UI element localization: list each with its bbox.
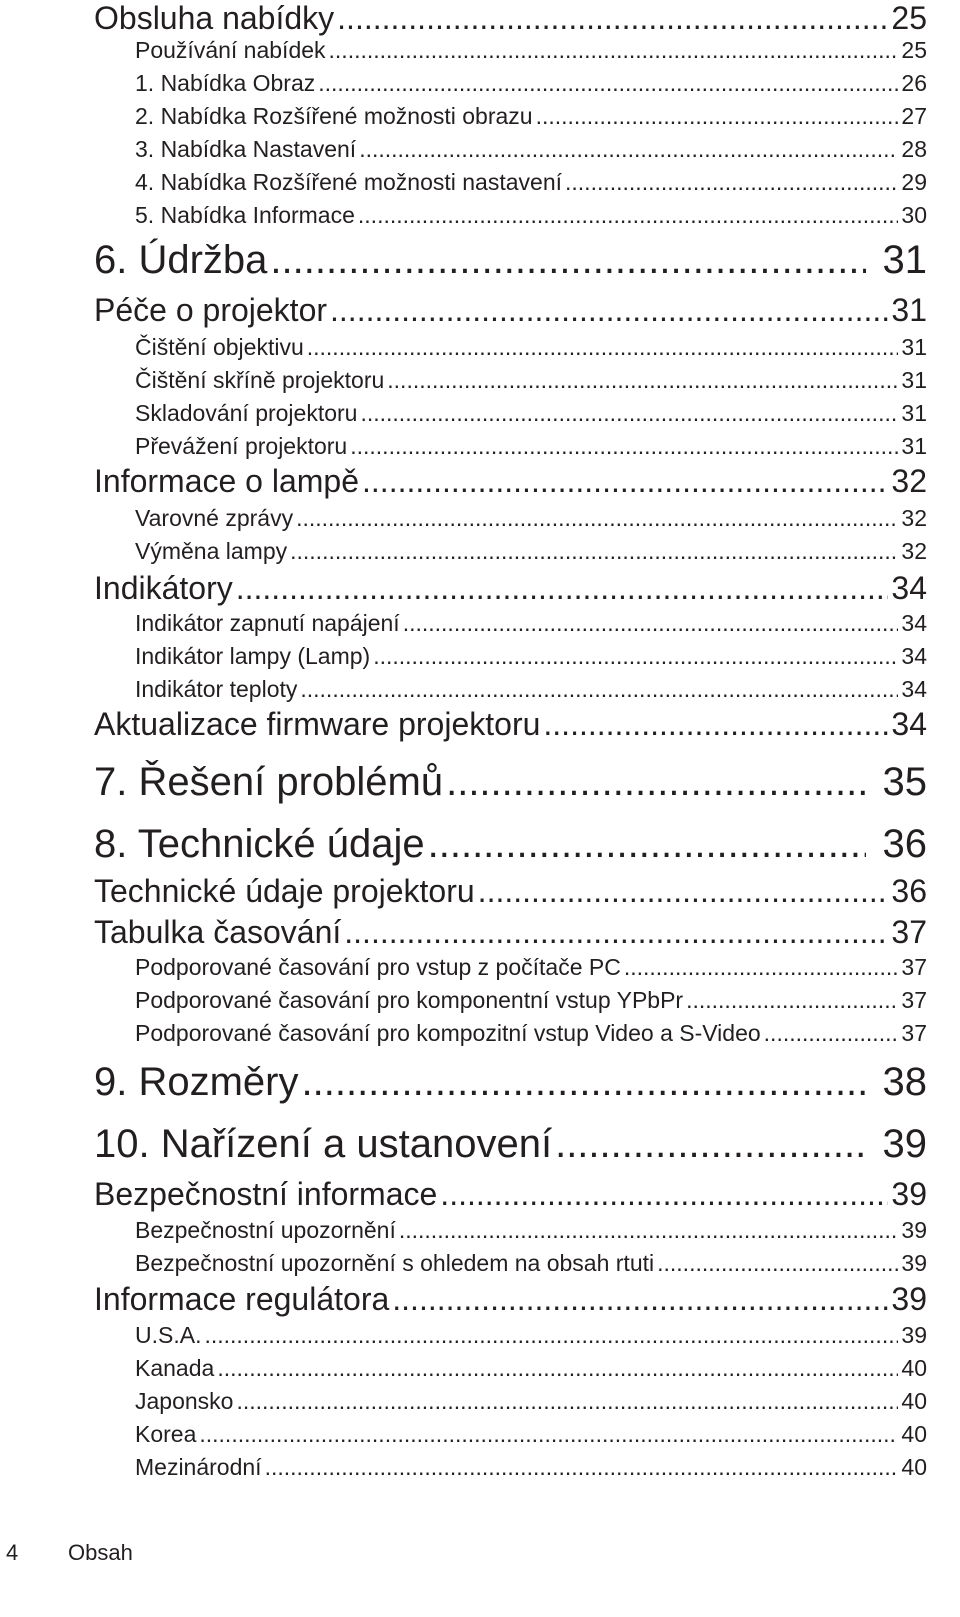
toc-dot-leader [536,103,899,130]
toc-dot-leader [290,538,898,565]
toc-entry-page: 35 [882,760,927,804]
toc-entry-section[interactable] [94,873,927,910]
toc-entry-section[interactable] [94,570,927,607]
toc-entry-label: Tabulka časování [94,914,342,950]
toc-entry-label: 3. Nabídka Nastavení [135,136,357,162]
toc-entry-chapter[interactable] [94,760,927,805]
toc-entry-page: 29 [901,169,927,195]
toc-dot-leader [565,169,898,196]
toc-dot-leader [300,676,898,703]
toc-entry-label: 2. Nabídka Rozšířené možnosti obrazu [135,103,533,129]
toc-entry-sub[interactable] [135,136,927,163]
toc-entry-label: U.S.A. [135,1322,202,1348]
toc-dot-leader [307,334,899,361]
toc-entry-sub[interactable] [135,1217,927,1244]
toc-entry-label: 9. Rozměry [94,1060,299,1104]
toc-dot-leader [270,238,865,283]
toc-entry-label: 5. Nabídka Informace [135,202,355,228]
toc-dot-leader [446,760,865,805]
toc-dot-leader [236,1388,898,1415]
toc-entry-sub[interactable] [135,103,927,130]
toc-dot-leader [392,1281,888,1318]
toc-entry-label: Čištění objektivu [135,334,304,360]
toc-dot-leader [428,822,866,867]
toc-entry-label: Aktualizace firmware projektoru [94,706,541,742]
toc-entry-label: Indikátor lampy (Lamp) [135,643,371,669]
toc-entry-page: 36 [891,873,927,909]
toc-entry-sub[interactable] [135,1421,927,1448]
toc-dot-leader [764,1020,899,1047]
toc-entry-label: Indikátor zapnutí napájení [135,610,400,636]
toc-entry-sub[interactable] [135,169,927,196]
toc-dot-leader [686,987,898,1014]
toc-entry-sub[interactable] [135,987,927,1014]
toc-dot-leader [236,570,889,607]
toc-dot-leader [358,202,899,229]
toc-dot-leader [330,292,888,329]
toc-entry-label: Skladování projektoru [135,400,358,426]
toc-entry-page: 26 [901,70,927,96]
toc-entry-page: 34 [891,570,927,606]
toc-dot-leader [344,914,888,951]
toc-entry-label: Japonsko [135,1388,234,1414]
toc-entry-sub[interactable] [135,367,927,394]
toc-entry-page: 31 [901,400,927,426]
toc-entry-page: 30 [901,202,927,228]
toc-dot-leader [555,1122,865,1167]
toc-entry-label: 6. Údržba [94,238,268,282]
footer-page-number: 4 [6,1540,19,1565]
toc-dot-leader [399,1217,899,1244]
toc-dot-leader [337,0,888,37]
toc-entry-page: 36 [882,822,927,866]
toc-entry-label: 1. Nabídka Obraz [135,70,316,96]
toc-entry-section[interactable] [94,1176,927,1213]
toc-entry-page: 31 [901,433,927,459]
toc-dot-leader [359,136,898,163]
toc-entry-page: 40 [901,1421,927,1447]
toc-entry-page: 32 [901,538,927,564]
toc-dot-leader [657,1250,898,1277]
toc-entry-page: 37 [901,987,927,1013]
toc-entry-label: Výměna lampy [135,538,288,564]
toc-entry-page: 40 [901,1454,927,1480]
toc-entry-page: 31 [901,367,927,393]
toc-entry-page: 39 [901,1217,927,1243]
toc-entry-chapter[interactable] [94,1060,927,1105]
toc-entry-label: Podporované časování pro kompozitní vstup Video a S-Video [135,1020,761,1046]
toc-dot-leader [440,1176,888,1213]
toc-entry-section[interactable] [94,292,927,329]
toc-entry-page: 38 [882,1060,927,1104]
toc-entry-page: 27 [901,103,927,129]
toc-dot-leader [403,610,899,637]
toc-entry-page: 39 [901,1322,927,1348]
toc-entry-page: 28 [901,136,927,162]
toc-entry-sub[interactable] [135,1388,927,1415]
toc-entry-section[interactable] [94,0,927,37]
toc-entry-sub[interactable] [135,643,927,670]
toc-entry-page: 39 [891,1281,927,1317]
toc-dot-leader [318,70,898,97]
toc-entry-label: Péče o projektor [94,292,328,328]
toc-entry-sub[interactable] [135,70,927,97]
toc-dot-leader [350,433,898,460]
footer-title: Obsah [68,1540,133,1565]
toc-dot-leader [199,1421,898,1448]
toc-entry-sub[interactable] [135,433,927,460]
toc-entry-label: Používání nabídek [135,37,326,63]
toc-entry-page: 34 [901,676,927,702]
toc-entry-section[interactable] [94,1281,927,1318]
toc-entry-page: 34 [891,706,927,742]
toc-dot-leader [362,463,888,500]
toc-entry-sub[interactable] [135,954,927,981]
toc-dot-leader [543,706,888,743]
toc-dot-leader [624,954,899,981]
toc-entry-label: 8. Technické údaje [94,822,425,866]
toc-entry-label: Indikátor teploty [135,676,298,702]
toc-dot-leader [373,643,898,670]
toc-entry-section[interactable] [94,914,927,951]
toc-entry-page: 40 [901,1388,927,1414]
toc-entry-label: Převážení projektoru [135,433,348,459]
toc-entry-label: Technické údaje projektoru [94,873,475,909]
toc-dot-leader [302,1060,866,1105]
toc-entry-page: 34 [901,643,927,669]
toc-entry-page: 32 [901,505,927,531]
toc-entry-page: 37 [891,914,927,950]
toc-entry-sub[interactable] [135,37,927,64]
toc-entry-page: 37 [901,1020,927,1046]
toc-entry-sub[interactable] [135,1322,927,1349]
toc-entry-sub[interactable] [135,1355,927,1382]
toc-entry-label: Bezpečnostní informace [94,1176,438,1212]
toc-entry-sub[interactable] [135,1020,927,1047]
toc-entry-label: 10. Nařízení a ustanovení [94,1122,553,1166]
toc-entry-sub[interactable] [135,676,927,703]
toc-dot-leader [360,400,898,427]
toc-entry-label: Podporované časování pro komponentní vstup YPbPr [135,987,684,1013]
toc-dot-leader [329,37,899,64]
toc-entry-label: Obsluha nabídky [94,0,335,36]
toc-entry-section[interactable] [94,463,927,500]
toc-entry-page: 37 [901,954,927,980]
toc-entry-sub[interactable] [135,1250,927,1277]
toc-entry-page: 34 [901,610,927,636]
toc-dot-leader [296,505,898,532]
toc-entry-label: Informace regulátora [94,1281,390,1317]
toc-dot-leader [387,367,898,394]
toc-entry-page: 39 [901,1250,927,1276]
toc-entry-sub[interactable] [135,505,927,532]
toc-entry-label: 4. Nabídka Rozšířené možnosti nastavení [135,169,563,195]
toc-entry-page: 31 [882,238,927,282]
toc-dot-leader [204,1322,898,1349]
toc-entry-label: Kanada [135,1355,215,1381]
toc-entry-sub[interactable] [135,334,927,361]
toc-entry-chapter[interactable] [94,822,927,867]
toc-entry-sub[interactable] [135,610,927,637]
toc-entry-label: Čištění skříně projektoru [135,367,385,393]
toc-entry-section[interactable] [94,706,927,743]
toc-dot-leader [265,1454,899,1481]
toc-entry-page: 25 [891,0,927,36]
toc-entry-label: 7. Řešení problémů [94,760,444,804]
toc-entry-page: 31 [891,292,927,328]
toc-entry-label: Bezpečnostní upozornění [135,1217,396,1243]
toc-entry-label: Korea [135,1421,197,1447]
toc-entry-label: Indikátory [94,570,233,606]
toc-entry-sub[interactable] [135,1454,927,1481]
toc-entry-label: Podporované časování pro vstup z počítače PC [135,954,621,980]
toc-entry-page: 39 [882,1122,927,1166]
toc-entry-sub[interactable] [135,202,927,229]
toc-entry-label: Mezinárodní [135,1454,262,1480]
toc-dot-leader [217,1355,898,1382]
toc-entry-sub[interactable] [135,400,927,427]
toc-entry-label: Varovné zprávy [135,505,294,531]
toc-entry-sub[interactable] [135,538,927,565]
toc-entry-page: 31 [901,334,927,360]
toc-dot-leader [478,873,889,910]
toc-entry-page: 40 [901,1355,927,1381]
toc-entry-label: Informace o lampě [94,463,360,499]
toc-entry-page: 25 [901,37,927,63]
toc-entry-page: 39 [891,1176,927,1212]
toc-entry-label: Bezpečnostní upozornění s ohledem na obsah rtuti [135,1250,655,1276]
toc-entry-chapter[interactable] [94,1122,927,1167]
toc-entry-page: 32 [891,463,927,499]
toc-entry-chapter[interactable] [94,238,927,283]
